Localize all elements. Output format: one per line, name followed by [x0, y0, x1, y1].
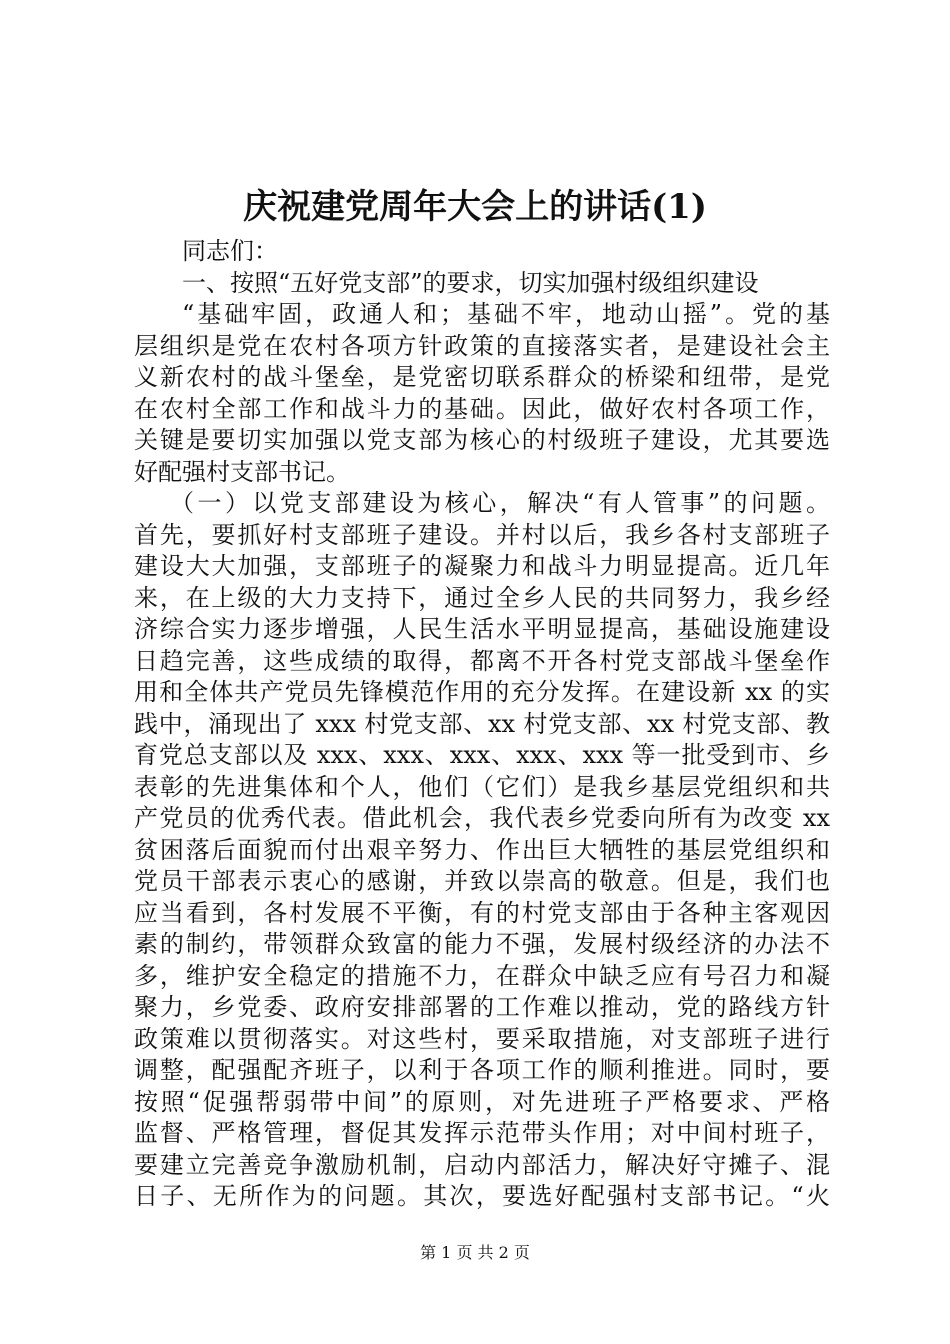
body-line: 要建立完善竞争激励机制，启动内部活力，解决好守摊子、混	[134, 1150, 830, 1179]
document-title: 庆祝建党周年大会上的讲话(1)	[243, 187, 707, 227]
body-line: 建设大大加强，支部班子的凝聚力和战斗力明显提高。近几年	[134, 552, 830, 580]
body-line: 关键是要切实加强以党支部为核心的村级班子建设，尤其要选	[134, 426, 830, 454]
body-line: 调整，配强配齐班子，以利于各项工作的顺利推进。同时，要	[134, 1056, 830, 1084]
body-line: 义新农村的战斗堡垒，是党密切联系群众的桥梁和纽带，是党	[134, 363, 830, 391]
body-line: 贫困落后面貌而付出艰辛努力、作出巨大牺牲的基层党组织和	[134, 835, 830, 864]
body-line: 在农村全部工作和战斗力的基础。因此，做好农村各项工作，	[134, 394, 830, 423]
body-line: 应当看到，各村发展不平衡，有的村党支部由于各种主客观因	[134, 898, 830, 927]
body-line: 日子、无所作为的问题。其次，要选好配强村支部书记。“火	[134, 1182, 830, 1210]
salutation-line: 同志们：	[182, 237, 278, 265]
body-line: 多，维护安全稳定的措施不力，在群众中缺乏应有号召力和凝	[134, 961, 830, 990]
body-line: 层组织是党在农村各项方针政策的直接落实者，是建设社会主	[134, 331, 830, 360]
body-line: 日趋完善，这些成绩的取得，都离不开各村党支部战斗堡垒作	[134, 646, 830, 675]
body-line: 好配强村支部书记。	[134, 457, 350, 486]
body-line: 监督、严格管理，督促其发挥示范带头作用；对中间村班子，	[134, 1119, 830, 1147]
page-footer: 第 1 页 共 2 页	[420, 1243, 530, 1262]
body-line: 首先，要抓好村支部班子建设。并村以后，我乡各村支部班子	[134, 520, 830, 549]
body-line: 济综合实力逐步增强，人民生活水平明显提高，基础设施建设	[134, 615, 830, 643]
body-line: 按照“促强帮弱带中间”的原则，对先进班子严格要求、严格	[134, 1087, 830, 1116]
body-line: 育党总支部以及 xxx、xxx、xxx、xxx、xxx 等一批受到市、乡	[134, 741, 830, 769]
body-line: 政策难以贯彻落实。对这些村，要采取措施，对支部班子进行	[134, 1024, 830, 1053]
section-heading-line: 一、按照“五好党支部”的要求，切实加强村级组织建设	[182, 268, 759, 297]
subsection-heading-line: （一）以党支部建设为核心，解决“有人管事”的问题。	[170, 489, 830, 517]
document-body	[134, 236, 830, 1213]
body-line: “基础牢固，政通人和；基础不牢，地动山摇”。党的基	[182, 300, 830, 328]
body-line: 党员干部表示衷心的感谢，并致以崇高的敬意。但是，我们也	[134, 867, 830, 895]
body-line: 用和全体共产党员先锋模范作用的充分发挥。在建设新 xx 的实	[134, 678, 830, 706]
body-line: 来，在上级的大力支持下，通过全乡人民的共同努力，我乡经	[134, 583, 830, 612]
body-line: 产党员的优秀代表。借此机会，我代表乡党委向所有为改变 xx	[134, 804, 830, 832]
body-line: 聚力，乡党委、政府安排部署的工作难以推动，党的路线方针	[134, 993, 830, 1021]
body-line: 表彰的先进集体和个人，他们（它们）是我乡基层党组织和共	[134, 772, 830, 801]
body-line: 践中，涌现出了 xxx 村党支部、xx 村党支部、xx 村党支部、教	[134, 709, 830, 738]
body-line: 素的制约，带领群众致富的能力不强，发展村级经济的办法不	[134, 930, 830, 958]
